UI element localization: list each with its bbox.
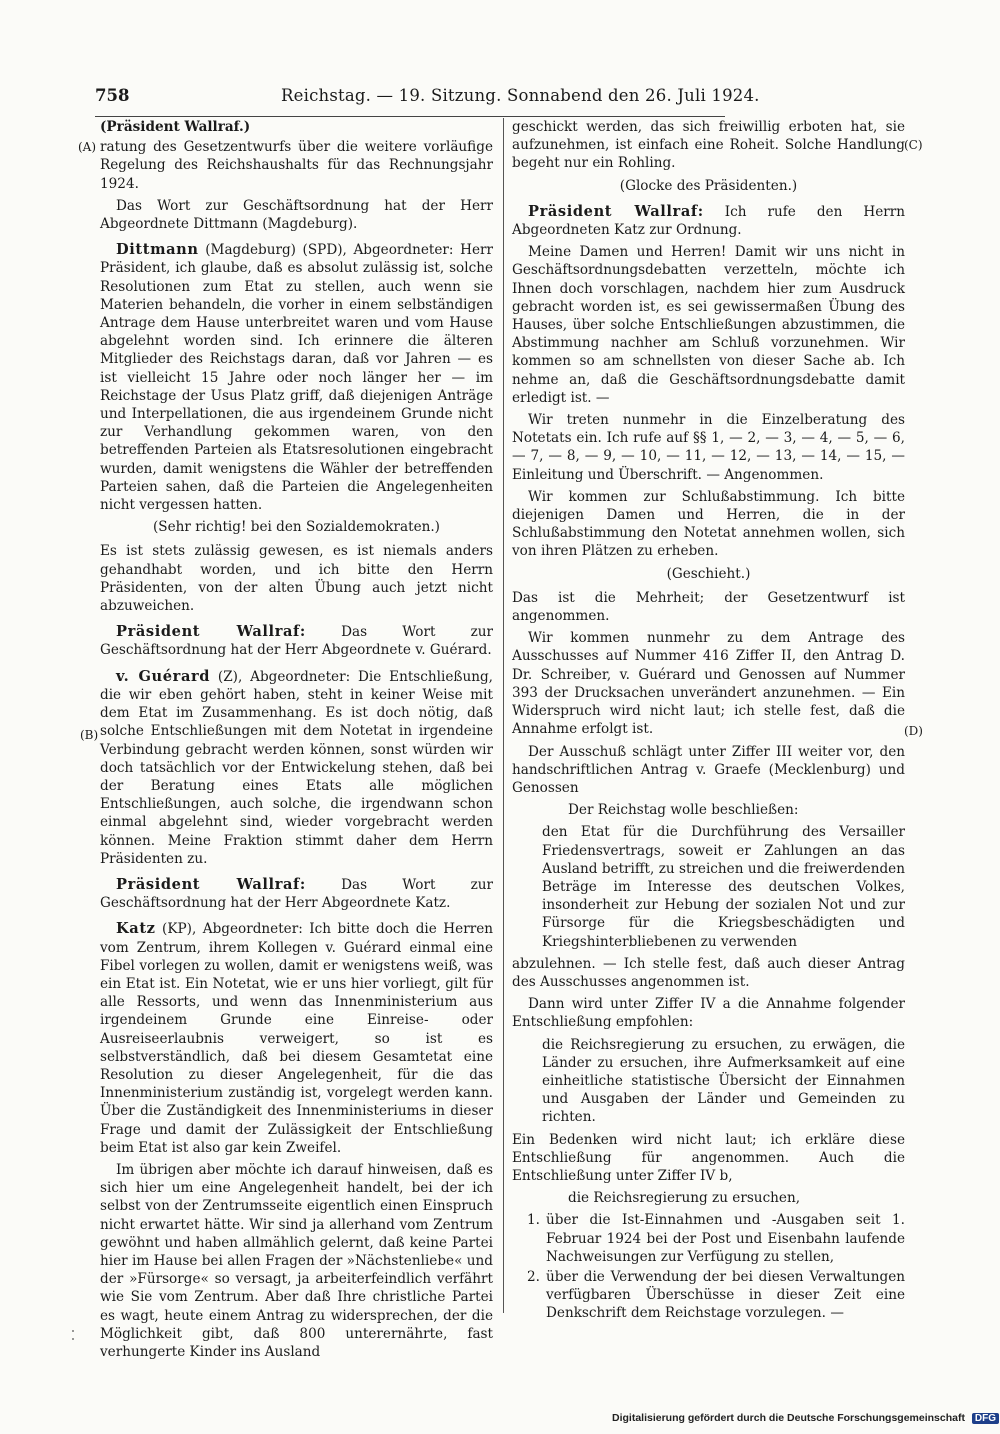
paragraph: Im übrigen aber möchte ich darauf hinweisen, daß es sich hier um eine Angelegenheit handelt, bei der ich selbst von der Zentrumsseite eigentlich einen Einspruch nicht erwartet hätte. Wir sind ja allerhand vom Zentrum gewöhnt und haben allmählich gelernt, daß keine Partei hier im Hause bei allen Fragen der »Nächstenliebe« und der »Fürsorge« so versagt, ja arbeiterfeindlich verfährt wie Sie vom Zentrum. Aber daß Ihre christliche Partei es wagt, heute einem Antrag zu widersprechen, der die Möglichkeit gibt, daß 800 unterernährte, fast verhungerte Kinder ins Ausland bbox=[100, 1161, 493, 1360]
speech-text: Das Wort zur Geschäftsordnung hat der Herr Abgeordnete v. Guérard. bbox=[100, 624, 493, 659]
paragraph: geschickt werden, das sich freiwillig erboten hat, sie aufzunehmen, ist einfach eine Roheit. Solche Handlung begeht nur ein Rohling. bbox=[512, 119, 905, 172]
speech-text: Ich rufe den Herrn Abgeordneten Katz zur Ordnung. bbox=[512, 203, 905, 239]
quoted-motion: den Etat für die Durchführung des Versailler Friedensvertrags, soweit er Zahlungen an das Ausland betrifft, zu streichen und die freiwerdenden Beträge im Interesse des deutschen Volkes, insonderheit zur Hebung der sozialen Not und zur Fürsorge für die Kriegsbeschädigten und Kriegshinterbliebenen zu verwenden bbox=[542, 824, 905, 950]
header-rule bbox=[95, 116, 725, 117]
list-item bbox=[512, 1268, 905, 1323]
left-column bbox=[100, 118, 493, 1365]
resolve-heading: Der Reichstag wolle beschließen: bbox=[568, 802, 799, 819]
scan-speck bbox=[72, 1330, 74, 1332]
interjection: (Glocke des Präsidenten.) bbox=[619, 177, 798, 194]
paragraph: abzulehnen. — Ich stelle fest, daß auch dieser Antrag des Ausschusses angenommen ist. bbox=[512, 955, 905, 990]
paragraph: Meine Damen und Herren! Damit wir uns nicht in Geschäftsordnungsdebatten verzetteln, möchte ich Ihnen doch vorschlagen, nachdem hier zum Ausdruck gebracht worden ist, es sei gewissermaßen Übung des Hauses, über solche Entschließungen abzustimmen, die Abstimmung nachher am Schluß vorzunehmen. Wir kommen so am schnellsten von dieser Sache ab. Ich nehme an, daß die Geschäftsordnungsdebatte damit erledigt ist. — bbox=[512, 244, 905, 406]
list-number: 1. bbox=[527, 1212, 540, 1229]
list-number: 2. bbox=[527, 1268, 540, 1285]
speech-text: Ich bitte doch die Herren vom Zentrum, ihrem Kollegen v. Guérard einmal eine Fibel vorlegen zu wollen, damit er wenigstens weiß, was ein Etat ist. Ein Notetat, wie er uns hier vorliegt, gilt für alle Ressorts, und wenn das Innenministerium aus irgendeinem Grunde eine Einreise- oder Ausreiseerlaubnis verweigert, so ist es selbstverständlich, daß bei diesem Gesamtetat eine Resolution zu dieser Angelegenheit, für die das Innenministerium zuständig ist, vorgelegt werden kann. Über die Zuständigkeit des Innenministeriums in dieser Frage und damit der Zulässigkeit der Entschließung beim Etat ist also gar kein Zweifel. bbox=[100, 921, 493, 1156]
digitization-footer bbox=[612, 1412, 997, 1430]
margin-marker-b: (B) bbox=[80, 728, 99, 742]
column-divider bbox=[503, 118, 504, 1313]
paragraph: Wir kommen nunmehr zu dem Antrage des Ausschusses auf Nummer 416 Ziffer II, den Antrag D. Dr. Schreiber, v. Guérard und Genossen auf Nummer 393 der Drucksachen unverändert anzunehmen. — Ein Widerspruch wird nicht laut; ich stelle fest, daß die Annahme erfolgt ist. bbox=[512, 630, 905, 738]
interjection: (Geschieht.) bbox=[666, 565, 751, 582]
speaker-name: Dittmann bbox=[116, 241, 199, 259]
page-number: 758 bbox=[95, 86, 130, 105]
margin-marker-a: (A) bbox=[78, 140, 97, 154]
speech-text: Das Wort zur Geschäftsordnung hat der Herr Abgeordnete Katz. bbox=[100, 876, 493, 912]
paragraph: Das ist die Mehrheit; der Gesetzentwurf ist angenommen. bbox=[512, 589, 905, 625]
speaker-intro: (KP), Abgeordneter: bbox=[155, 921, 310, 938]
speaker-name: Katz bbox=[116, 920, 156, 938]
speaker-name: Präsident Wallraf: bbox=[528, 202, 704, 220]
speech-guerard bbox=[100, 668, 493, 868]
footer-credit: Digitalisierung gefördert durch die Deutsche Forschungsgemeinschaft bbox=[612, 1412, 965, 1424]
paragraph: Der Ausschuß schlägt unter Ziffer III weiter vor, den handschriftlichen Antrag v. Graefe (Mecklenburg) und Genossen bbox=[512, 743, 905, 796]
page-title: Reichstag. — 19. Sitzung. Sonnabend den 26. Juli 1924. bbox=[281, 86, 760, 105]
dfg-logo: DFG bbox=[972, 1413, 999, 1424]
running-head: (Präsident Wallraf.) bbox=[100, 119, 251, 135]
paragraph: Das Wort zur Geschäftsordnung hat der Herr Abgeordnete Dittmann (Magdeburg). bbox=[100, 197, 493, 233]
paragraph: Ein Bedenken wird nicht laut; ich erkläre diese Entschließung für angenommen. Auch die Entschließung unter Ziffer IV b, bbox=[512, 1131, 905, 1184]
speech-text: Die Entschließung, die wir eben gehört haben, steht in keiner Weise mit dem Etat im Zusammenhang. Es ist doch nötig, daß solche Entschließungen mit dem Notetat in irgendeine Verbindung gebracht werden können, sonst würden wir doch tatsächlich vor der Entwickelung stehen, daß bei der Beratung eines Etats alle möglichen Entschließungen, auch solche, die irgendwann schon einmal abgelehnt sind, wieder vorgebracht werden können. Meine Fraktion stimmt daher dem Herrn Präsidenten zu. bbox=[100, 668, 494, 867]
speech-katz bbox=[100, 920, 493, 1157]
right-column bbox=[512, 118, 905, 1325]
interjection: (Sehr richtig! bei den Sozialdemokraten.) bbox=[153, 519, 440, 536]
speech-text: Herr Präsident, ich glaube, daß es absolut zulässig ist, solche Resolutionen zum Etat zu stellen, auch wenn sie Materien behandeln, die vorher in einem selbständigen Antrage dem Hause unterbreitet waren und vom Hause abgelehnt worden sind. Ich erinnere die älteren Mitglieder des Reichstags daran, daß vor Jahren — es ist vielleicht 15 Jahre oder noch länger her — im Reichstage der Usus Platz griff, daß diejenigen Anträge und Interpellationen, die aus irgendeinem Grunde nicht zur Verhandlung gekommen waren, von den betreffenden Parteien als Etatsresolutionen eingebracht wurden, damit wenigstens die Wähler der betreffenden Parteien sahen, daß die Parteien die Angelegenheiten nicht vergessen hatten. bbox=[100, 242, 493, 514]
margin-marker-c: (C) bbox=[904, 138, 923, 152]
quoted-resolution-intro: die Reichsregierung zu ersuchen, bbox=[568, 1190, 801, 1207]
scan-speck bbox=[72, 1338, 74, 1340]
speaker-intro: (Magdeburg) (SPD), Abgeordneter: bbox=[198, 242, 461, 259]
paragraph: Dann wird unter Ziffer IV a die Annahme folgender Entschließung empfohlen: bbox=[512, 996, 905, 1031]
page-header bbox=[95, 86, 760, 112]
speaker-name: v. Guérard bbox=[116, 667, 211, 685]
paragraph: ratung des Gesetzentwurfs über die weitere vorläufige Regelung des Reichshaushalts für das Rechnungsjahr 1924. bbox=[100, 139, 493, 192]
paragraph: Wir kommen zur Schlußabstimmung. Ich bitte diejenigen Damen und Herren, die in der Schlußabstimmung den Notetat annehmen wollen, sich von ihren Plätzen zu erheben. bbox=[512, 488, 905, 560]
list-text: über die Verwendung der bei diesen Verwaltungen verfügbaren Überschüsse in dieser Zeit eine Denkschrift dem Reichstage vorzulegen. — bbox=[546, 1268, 905, 1322]
speaker-name: Präsident Wallraf: bbox=[116, 623, 306, 641]
paragraph: Wir treten nunmehr in die Einzelberatung des Notetats ein. Ich rufe auf §§ 1, — 2, — 3, — 4, — 5, — 6, — 7, — 8, — 9, — 10, — 11, — 12, — 13, — 14, — 15, — Einleitung und Überschrift. — Angenommen. bbox=[512, 412, 905, 483]
margin-marker-d: (D) bbox=[904, 724, 923, 738]
speech-dittmann bbox=[100, 241, 493, 514]
speech-wallraf bbox=[512, 203, 905, 239]
speech-wallraf bbox=[100, 623, 493, 659]
speaker-name: Präsident Wallraf: bbox=[116, 875, 306, 893]
resolution-list bbox=[512, 1211, 905, 1322]
list-item bbox=[512, 1211, 905, 1266]
speech-wallraf bbox=[100, 876, 493, 912]
speaker-intro: (Z), Abgeordneter: bbox=[210, 668, 359, 685]
list-text: über die Ist-Einnahmen und -Ausgaben seit 1. Februar 1924 bei der Post und Eisenbahn laufende Nachweisungen zur Verfügung zu stellen, bbox=[546, 1212, 905, 1265]
quoted-resolution: die Reichsregierung zu ersuchen, zu erwägen, die Länder zu ersuchen, ihre Aufmerksamkeit auf eine einheitliche statistische Übersicht der Einnahmen und Ausgaben der Länder und Gemeinden zu richten. bbox=[542, 1036, 905, 1126]
paragraph: Es ist stets zulässig gewesen, es ist niemals anders gehandhabt worden, und ich bitte den Herrn Präsidenten, von der alten Übung auch jetzt nicht abzuweichen. bbox=[100, 543, 493, 615]
